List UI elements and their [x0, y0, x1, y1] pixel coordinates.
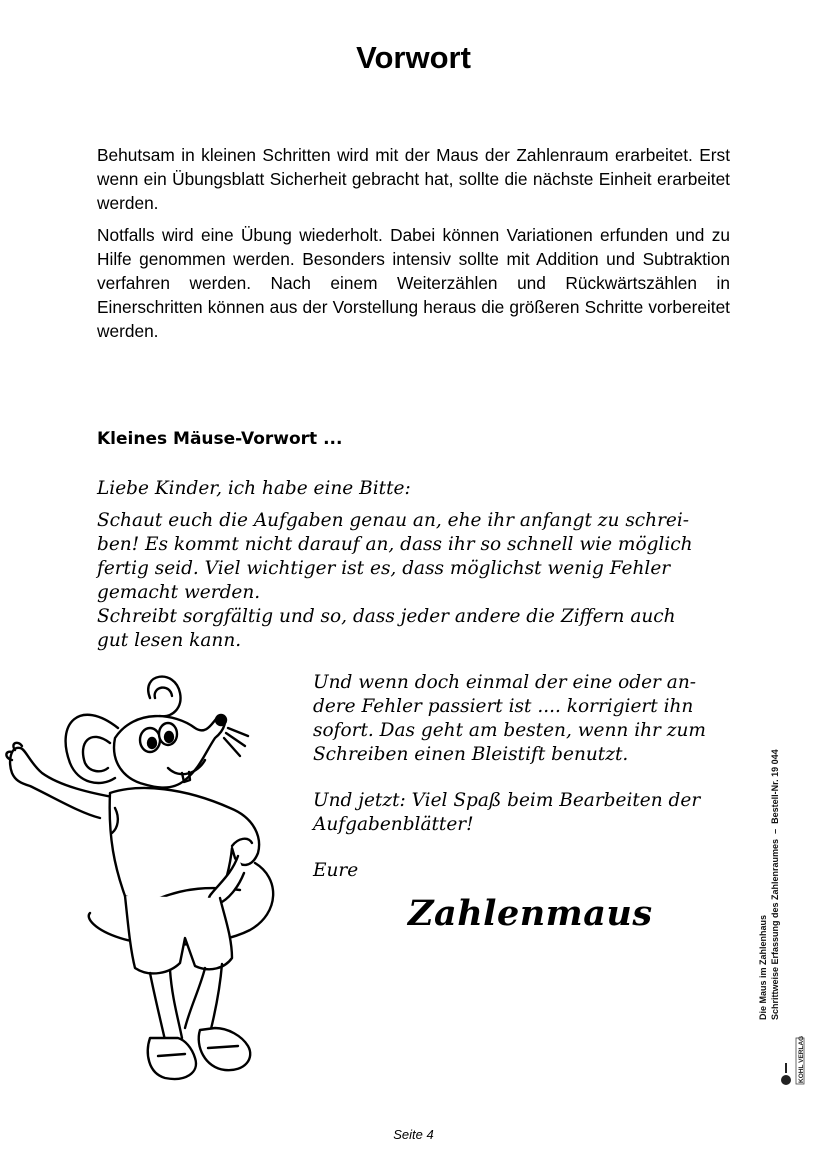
text-line: gut lesen kann. [97, 630, 242, 651]
mouse-illustration [0, 668, 305, 1113]
side-publication-info [757, 700, 797, 1020]
text-line: Schreiben einen Bleistift benutzt. [313, 744, 629, 765]
text-line: dere Fehler passiert ist .... korrigiert ihn [313, 696, 694, 717]
mouse-greeting: Liebe Kinder, ich habe eine Bitte: [97, 478, 411, 499]
intro-text [97, 143, 730, 351]
side-line-2: Schrittweise Erfassung des Zahlenraumes – Bestell-Nr. 19 044 [770, 749, 780, 1020]
text-line: Schreibt sorgfältig und so, dass jeder andere die Ziffern auch [97, 606, 676, 627]
publisher-logo [778, 1028, 810, 1088]
publisher-logo-text: KOHL VERLAG [798, 1035, 805, 1083]
text-line: Und jetzt: Viel Spaß beim Bearbeiten der [313, 790, 701, 811]
mouse-paragraph-1 [97, 509, 737, 653]
page-title: Vorwort [356, 40, 471, 75]
text-line: fertig seid. Viel wichtiger ist es, dass möglichst wenig Fehler [97, 558, 671, 579]
page-number: Seite 4 [393, 1127, 434, 1142]
intro-paragraph-1: Behutsam in kleinen Schritten wird mit der Maus der Zahlenraum erarbeitet. Erst wenn ein Übungsblatt Sicherheit gebracht hat, sollte die nächste Einheit erarbeitet werden. [97, 145, 730, 213]
closing-text: Eure [313, 860, 359, 881]
mouse-paragraph-right [313, 671, 743, 883]
text-line: gemacht werden. [97, 582, 261, 603]
side-line-1: Die Maus im Zahlenhaus [758, 914, 768, 1020]
mouse-foreword-heading: Kleines Mäuse-Vorwort ... [97, 429, 343, 449]
intro-paragraph-2: Notfalls wird eine Übung wiederholt. Dabei können Variationen erfunden und zu Hilfe genommen werden. Besonders intensiv sollte mit Addition und Subtraktion verfahren werden. Nach einem Weiterzählen und Rückwärtszählen in Einerschritten können aus der Vorstellung heraus die größeren Schritte vorbereitet werden. [97, 225, 730, 341]
text-line: sofort. Das geht am besten, wenn ihr zum [313, 720, 706, 741]
text-line: Schaut euch die Aufgaben genau an, ehe ihr anfangt zu schrei- [97, 510, 690, 531]
text-line: Und wenn doch einmal der eine oder an- [313, 672, 696, 693]
text-line: Aufgabenblätter! [313, 814, 474, 835]
text-line: ben! Es kommt nicht darauf an, dass ihr so schnell wie möglich [97, 534, 693, 555]
signature: Zahlenmaus [408, 893, 653, 934]
